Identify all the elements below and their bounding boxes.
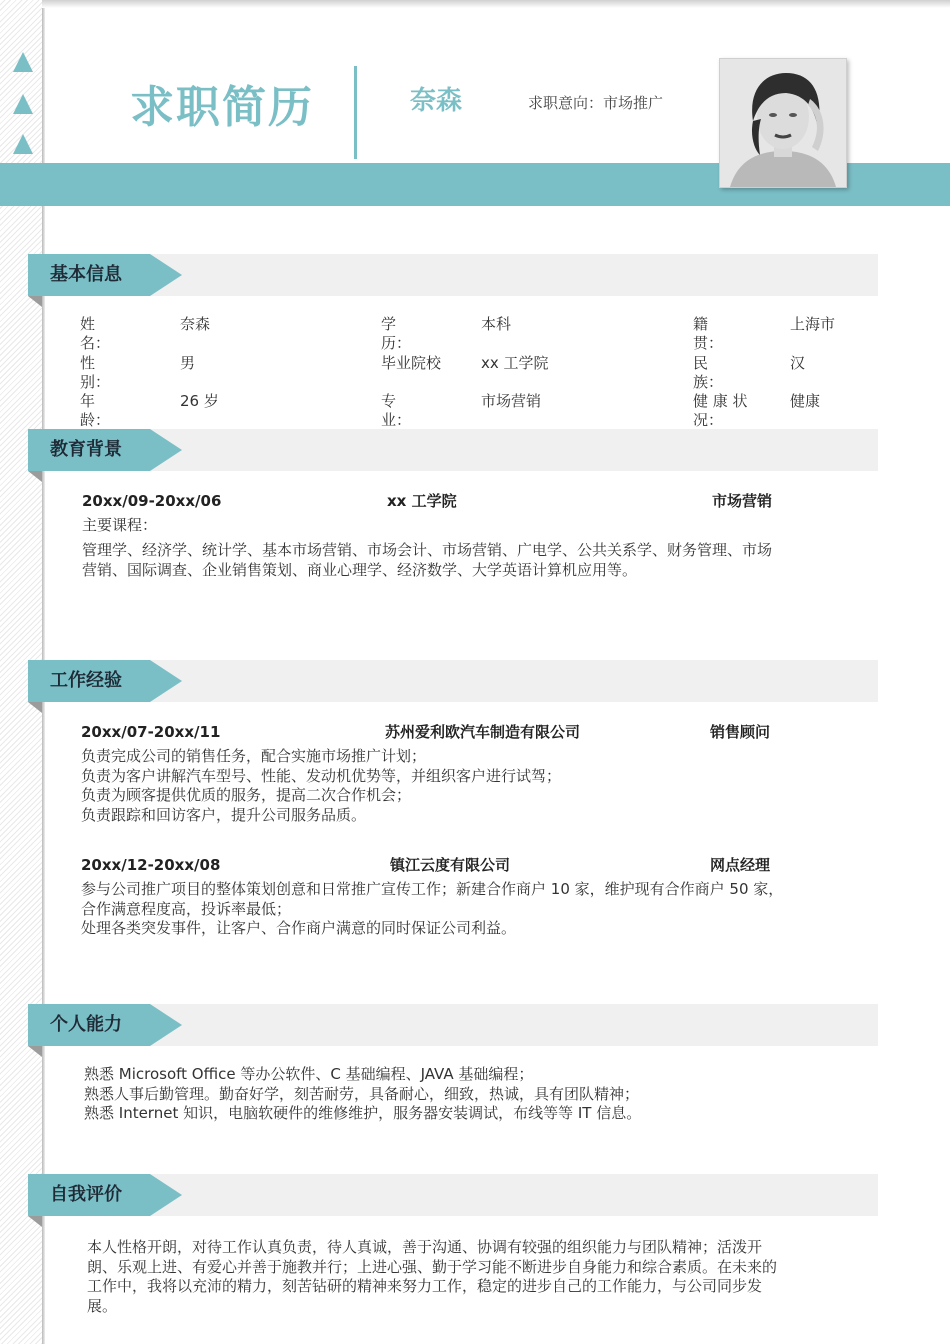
work-period: 20xx/07-20xx/11 (81, 723, 221, 741)
section-fold (28, 1216, 42, 1227)
work-position: 网点经理 (710, 856, 771, 874)
health-label: 健 康 状 况： (693, 392, 748, 429)
native-value: 上海市 (790, 315, 836, 333)
header-divider (354, 66, 357, 159)
age-label: 年 龄： (80, 392, 111, 429)
degree-value: 本科 (481, 315, 512, 333)
section-title-basic: 基本信息 (50, 264, 122, 285)
skill-line: 熟悉 Internet 知识，电脑软硬件的维修维护，服务器安装调试，布线等等 IT 信息。 (84, 1104, 642, 1122)
triangle-icon (13, 52, 33, 72)
health-value: 健康 (790, 392, 821, 410)
profile-photo (719, 58, 847, 188)
school-label: 毕业院校 (381, 354, 442, 372)
portrait-image (720, 59, 846, 187)
degree-label: 学 历： (381, 315, 412, 352)
work-position: 销售顾问 (710, 723, 771, 741)
courses-label: 主要课程： (82, 516, 158, 534)
duty-line: 负责完成公司的销售任务，配合实施市场推广计划； (81, 747, 427, 765)
section-fold (28, 296, 42, 307)
work-duties (81, 747, 561, 825)
self-eval-line: 展。 (87, 1296, 118, 1315)
self-eval-text (87, 1238, 777, 1316)
section-title-work: 工作经验 (50, 670, 122, 691)
skill-line: 熟悉 Microsoft Office 等办公软件、C 基础编程、JAVA 基础编程； (84, 1065, 534, 1083)
major-value: 市场营销 (481, 392, 542, 410)
duty-line: 负责跟踪和回访客户，提升公司服务品质。 (81, 805, 367, 824)
section-title-education: 教育背景 (50, 439, 122, 460)
education-major: 市场营销 (712, 492, 773, 510)
major-label: 专 业： (381, 392, 412, 429)
name-value: 奈森 (180, 315, 211, 333)
section-fold (28, 702, 42, 713)
ethnic-value: 汉 (790, 354, 806, 372)
education-school: xx 工学院 (387, 492, 457, 510)
duty-line: 处理各类突发事件，让客户、合作商户满意的同时保证公司利益。 (81, 919, 517, 937)
ethnic-label: 民 族： (693, 354, 724, 391)
section-fold (28, 471, 42, 482)
age-value: 26 岁 (180, 392, 219, 410)
school-value: xx 工学院 (481, 354, 549, 372)
self-eval-line: 工作中，我将以充沛的精力，刻苦钻研的精神来努力工作，稳定的进步自己的工作能力，与公司同步发 (87, 1277, 763, 1295)
section-fold (28, 1046, 42, 1057)
duty-line: 合作满意程度高，投诉率最低； (81, 899, 292, 918)
courses-line: 营销、国际调查、企业销售策划、商业心理学、经济数学、大学英语计算机应用等。 (82, 560, 638, 579)
self-eval-line: 朗、乐观上进、有爱心并善于施教并行；上进心强、勤于学习能不断进步自身能力和综合素质。在未来的 (87, 1257, 778, 1276)
gender-value: 男 (180, 354, 196, 372)
duty-line: 负责为客户讲解汽车型号、性能、发动机优势等，并组织客户进行试驾； (81, 766, 562, 785)
native-label: 籍 贯： (693, 315, 724, 352)
work-company: 苏州爱利欧汽车制造有限公司 (385, 723, 581, 741)
gender-label: 性 别： (80, 354, 111, 391)
skills-text (84, 1065, 641, 1124)
name-label: 姓 名： (80, 315, 111, 352)
duty-line: 负责为顾客提供优质的服务，提高二次合作机会； (81, 786, 412, 804)
work-duties (81, 880, 783, 939)
self-eval-line: 本人性格开朗，对待工作认真负责，待人真诚，善于沟通、协调有较强的组织能力与团队精神；活泼开 (87, 1238, 763, 1256)
page-top-shadow (42, 0, 950, 8)
work-period: 20xx/12-20xx/08 (81, 856, 221, 874)
section-title-skills: 个人能力 (50, 1014, 122, 1035)
triangle-icon (13, 94, 33, 114)
triangle-icon (13, 134, 33, 154)
section-title-self: 自我评价 (50, 1184, 122, 1205)
education-period: 20xx/09-20xx/06 (82, 492, 222, 510)
courses-line: 管理学、经济学、统计学、基本市场营销、市场会计、市场营销、广电学、公共关系学、财务管理、市场 (82, 541, 773, 559)
duty-line: 参与公司推广项目的整体策划创意和日常推广宣传工作；新建合作商户 10 家，维护现有合作商户 50 家， (81, 880, 784, 898)
work-company: 镇江云度有限公司 (390, 856, 511, 874)
candidate-name: 奈森 (410, 86, 463, 116)
skill-line: 熟悉人事后勤管理。勤奋好学，刻苦耐劳，具备耐心，细致，热诚，具有团队精神； (84, 1084, 640, 1103)
page-title: 求职简历 (130, 82, 314, 133)
job-intent: 求职意向：市场推广 (528, 94, 664, 112)
courses-text (82, 541, 772, 580)
